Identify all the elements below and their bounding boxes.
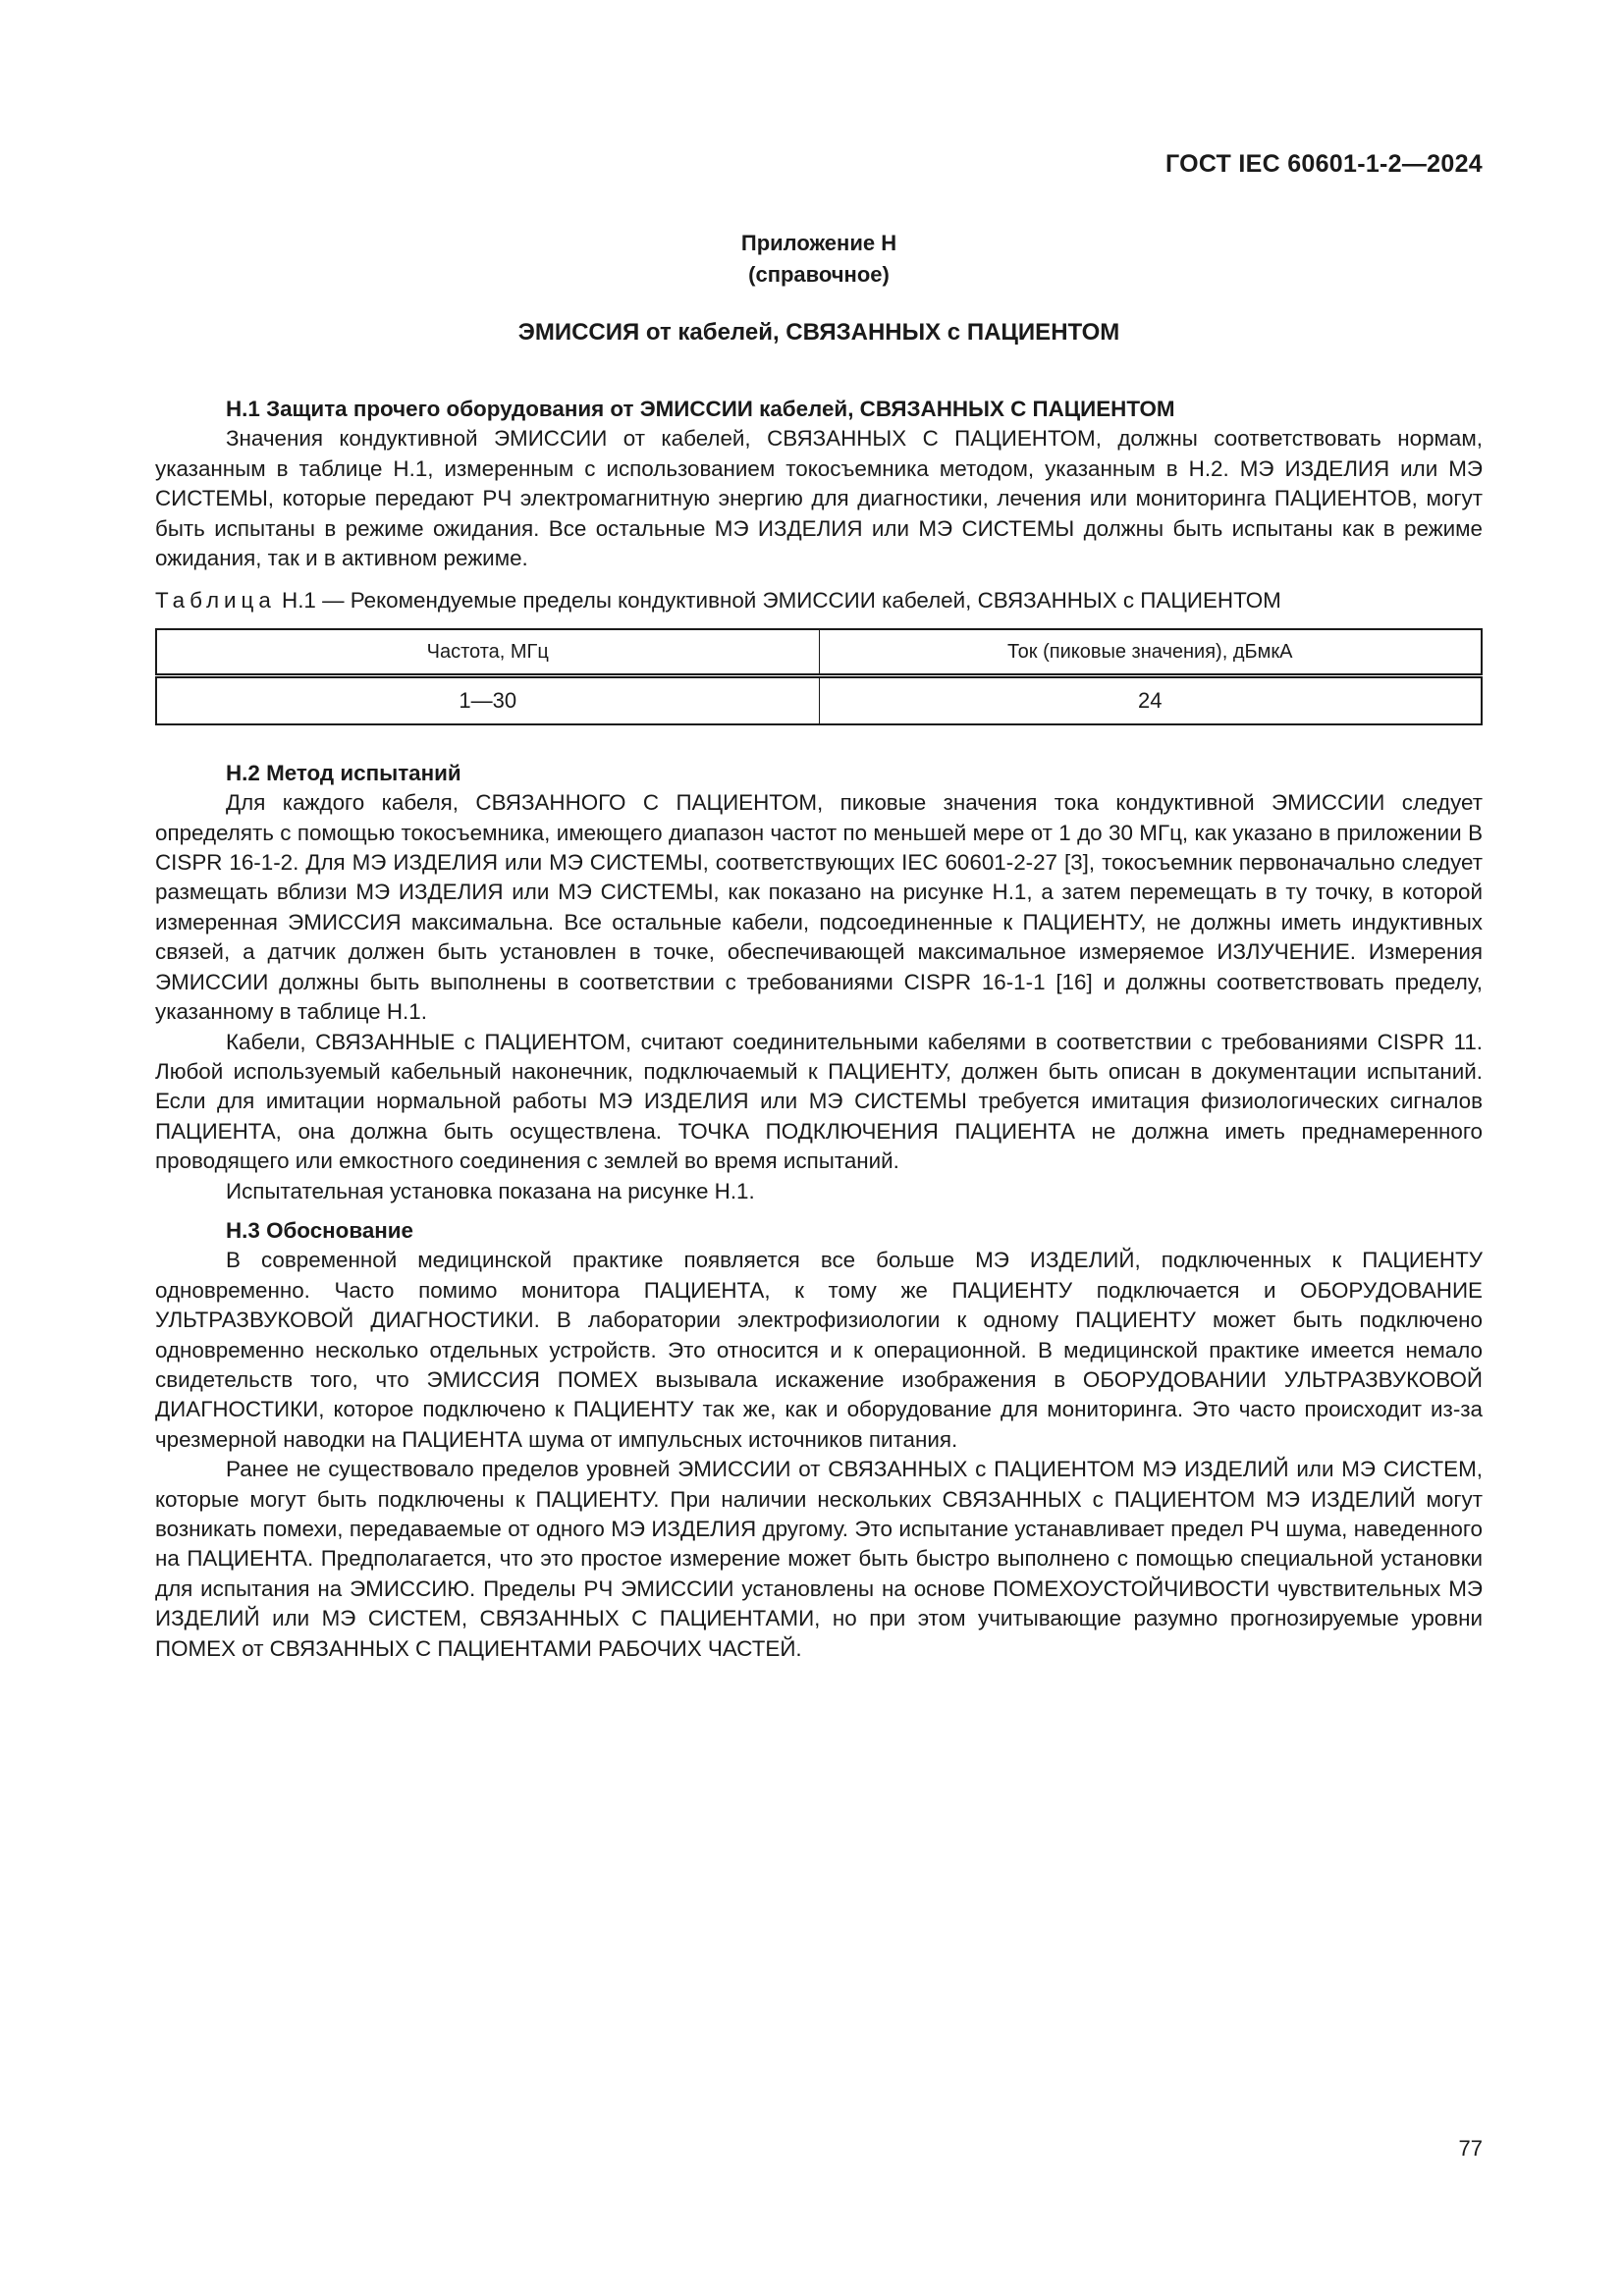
- emission-limits-table: [155, 628, 1483, 725]
- section-h1-paragraph: Значения кондуктивной ЭМИССИИ от кабелей, СВЯЗАННЫХ С ПАЦИЕНТОМ, должны соответствовать нормам, указанным в таблице H.1, измеренным с использованием токосъемника методом, указанным в H.2. МЭ ИЗДЕЛИЯ или МЭ СИСТЕМЫ, которые передают РЧ электромагнитную энергию для диагностики, лечения или мониторинга ПАЦИЕНТОВ, могут быть испытаны в режиме ожидания. Все остальные МЭ ИЗДЕЛИЯ или МЭ СИСТЕМЫ должны быть испытаны как в режиме ожидания, так и в активном режиме.: [155, 426, 1483, 571]
- document-body: [155, 395, 1483, 1664]
- table-row: [156, 675, 1482, 724]
- standard-code: ГОСТ IEC 60601-1-2—2024: [1164, 150, 1483, 178]
- table-caption: [155, 586, 1483, 615]
- table-header-current: Ток (пиковые значения), дБмкА: [819, 629, 1482, 676]
- section-h3-paragraph-2: Ранее не существовало пределов уровней ЭМИССИИ от СВЯЗАННЫХ с ПАЦИЕНТОМ МЭ ИЗДЕЛИЙ или МЭ СИСТЕМ, которые могут быть подключены к ПАЦИЕНТУ. При наличии нескольких СВЯЗАННЫХ с ПАЦИЕНТОМ МЭ ИЗДЕЛИЙ могут возникать помехи, передаваемые от одного МЭ ИЗДЕЛИЯ другому. Это испытание устанавливает предел РЧ шума, наведенного на ПАЦИЕНТА. Предполагается, что это простое измерение может быть быстро выполнено с помощью специальной установки для испытания на ЭМИССИЮ. Пределы РЧ ЭМИССИИ установлены на основе ПОМЕХОУСТОЙЧИВОСТИ чувствительных МЭ ИЗДЕЛИЙ или МЭ СИСТЕМ, СВЯЗАННЫХ С ПАЦИЕНТАМИ, но при этом учитывающие разумно прогнозируемые уровни ПОМЕХ от СВЯЗАННЫХ С ПАЦИЕНТАМИ РАБОЧИХ ЧАСТЕЙ.: [155, 1457, 1483, 1661]
- table-header-frequency: Частота, МГц: [156, 629, 819, 676]
- table-caption-label: Таблица: [155, 588, 276, 614]
- table-cell-current: 24: [819, 675, 1482, 724]
- section-h1-heading: H.1 Защита прочего оборудования от ЭМИССИИ кабелей, СВЯЗАННЫХ С ПАЦИЕНТОМ: [226, 397, 1175, 421]
- section-h3-paragraph-1: В современной медицинской практике появляется все больше МЭ ИЗДЕЛИЙ, подключенных к ПАЦИЕНТУ одновременно. Часто помимо монитора ПАЦИЕНТА, к тому же ПАЦИЕНТУ подключается и ОБОРУДОВАНИЕ УЛЬТРАЗВУКОВОЙ ДИАГНОСТИКИ. В лаборатории электрофизиологии к одному ПАЦИЕНТУ может быть подключено одновременно несколько отдельных устройств. Это относится и к операционной. В медицинской практике имеется немало свидетельств того, что ЭМИССИЯ ПОМЕХ вызывала искажение изображения в ОБОРУДОВАНИИ УЛЬТРАЗВУКОВОЙ ДИАГНОСТИКИ, которое подключено к ПАЦИЕНТУ так же, как и оборудование для мониторинга. Это часто происходит из-за чрезмерной наводки на ПАЦИЕНТА шума от импульсных источников питания.: [155, 1248, 1483, 1452]
- section-h2-paragraph-2: Кабели, СВЯЗАННЫЕ с ПАЦИЕНТОМ, считают соединительными кабелями в соответствии с требованиями CISPR 11. Любой используемый кабельный наконечник, подключаемый к ПАЦИЕНТУ, должен быть описан в документации испытаний. Если для имитации нормальной работы МЭ ИЗДЕЛИЯ или МЭ СИСТЕМЫ требуется имитация физиологических сигналов ПАЦИЕНТА, она должна быть осуществлена. ТОЧКА ПОДКЛЮЧЕНИЯ ПАЦИЕНТА не должна иметь преднамеренного проводящего или емкостного соединения с землей во время испытаний.: [155, 1029, 1483, 1174]
- table-header-row: [156, 629, 1482, 676]
- section-h3-heading: H.3 Обоснование: [226, 1217, 414, 1243]
- annex-label: Приложение H: [740, 231, 897, 255]
- table-cell-frequency: 1—30: [156, 675, 819, 724]
- document-page: [155, 0, 1483, 2296]
- annex-status: (справочное): [748, 262, 890, 287]
- table-caption-text: H.1 — Рекомендуемые пределы кондуктивной ЭМИССИИ кабелей, СВЯЗАННЫХ с ПАЦИЕНТОМ: [282, 588, 1281, 614]
- annex-title: ЭМИССИЯ от кабелей, СВЯЗАННЫХ с ПАЦИЕНТОМ: [517, 319, 1120, 346]
- section-h2-heading: H.2 Метод испытаний: [226, 760, 461, 785]
- page-number: 77: [1458, 2136, 1483, 2161]
- section-h2-paragraph-1: Для каждого кабеля, СВЯЗАННОГО С ПАЦИЕНТОМ, пиковые значения тока кондуктивной ЭМИССИИ следует определять с помощью токосъемника, имеющего диапазон частот по меньшей мере от 1 до 30 МГц, как указано в приложении B CISPR 16-1-2. Для МЭ ИЗДЕЛИЯ или МЭ СИСТЕМЫ, соответствующих IEC 60601-2-27 [3], токосъемник первоначально следует размещать вблизи МЭ ИЗДЕЛИЯ или МЭ СИСТЕМЫ, как показано на рисунке H.1, а затем перемещать в ту точку, в которой измеренная ЭМИССИЯ максимальна. Все остальные кабели, подсоединенные к ПАЦИЕНТУ, не должны иметь индуктивных связей, а датчик должен быть установлен в точке, обеспечивающей максимальное измеряемое ИЗЛУЧЕНИЕ. Измерения ЭМИССИИ должны быть выполнены в соответствии с требованиями CISPR 16-1-1 [16] и должны соответствовать пределу, указанному в таблице H.1.: [155, 790, 1483, 1025]
- section-h2-paragraph-3: Испытательная установка показана на рисунке H.1.: [226, 1178, 755, 1203]
- annex-heading: [155, 228, 1483, 291]
